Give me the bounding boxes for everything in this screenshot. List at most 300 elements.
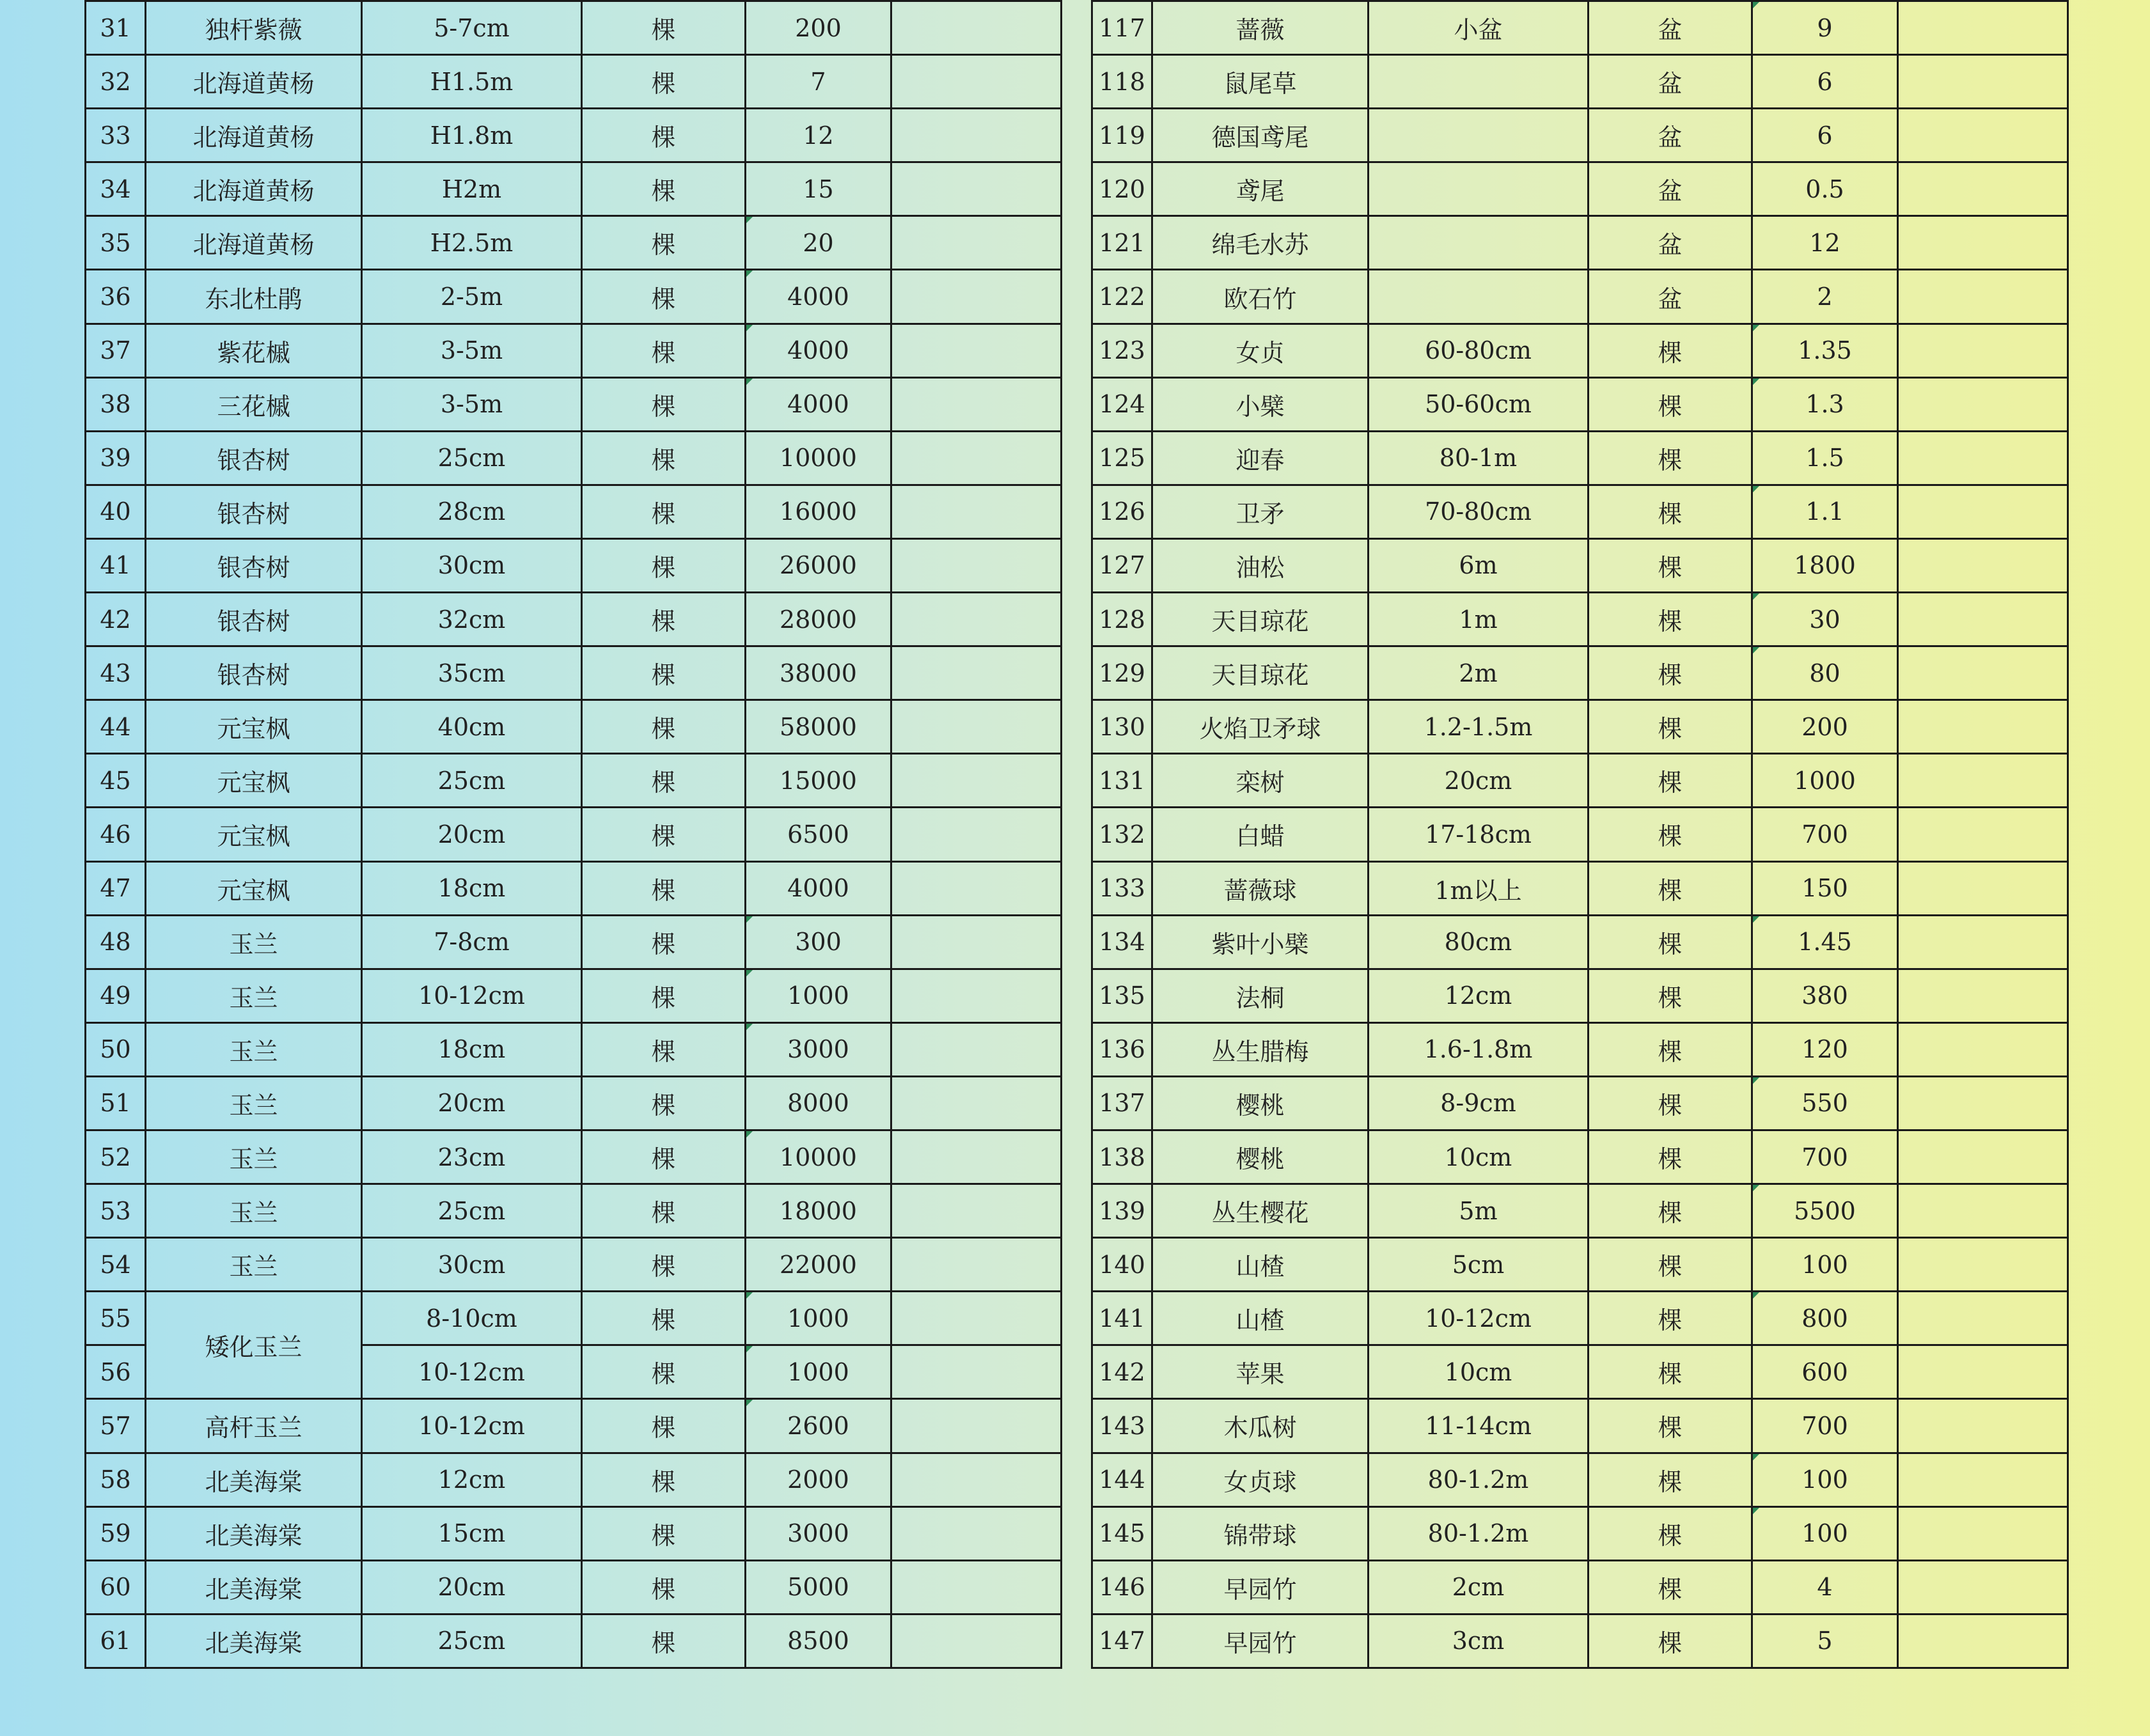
unit-cell[interactable]: 棵	[582, 1238, 746, 1292]
row-number-cell[interactable]: 132	[1092, 808, 1152, 861]
unit-cell[interactable]: 棵	[1589, 1130, 1752, 1184]
row-number-cell[interactable]: 117	[1092, 1, 1152, 55]
price-cell[interactable]: 58000	[746, 700, 891, 754]
unit-cell[interactable]: 棵	[582, 1345, 746, 1399]
spec-cell[interactable]: 6m	[1369, 538, 1589, 592]
price-cell[interactable]: 28000	[746, 593, 891, 646]
plant-name-cell[interactable]: 卫矛	[1152, 485, 1369, 538]
price-cell[interactable]: 1000	[746, 969, 891, 1022]
plant-name-cell[interactable]: 法桐	[1152, 969, 1369, 1022]
unit-cell[interactable]: 棵	[582, 1506, 746, 1560]
note-cell[interactable]	[1898, 700, 2068, 754]
price-cell[interactable]: 4	[1752, 1560, 1898, 1614]
price-cell[interactable]: 700	[1752, 1130, 1898, 1184]
plant-name-cell[interactable]: 山楂	[1152, 1238, 1369, 1292]
unit-cell[interactable]: 棵	[1589, 1022, 1752, 1076]
plant-name-cell[interactable]: 独杆紫薇	[146, 1, 362, 55]
row-number-cell[interactable]: 121	[1092, 216, 1152, 270]
price-cell[interactable]: 5	[1752, 1614, 1898, 1668]
plant-name-cell[interactable]: 银杏树	[146, 593, 362, 646]
spec-cell[interactable]: 3-5m	[362, 324, 582, 377]
plant-name-cell[interactable]: 玉兰	[146, 1238, 362, 1292]
plant-name-cell[interactable]: 樱桃	[1152, 1130, 1369, 1184]
price-cell[interactable]: 12	[1752, 216, 1898, 270]
row-number-cell[interactable]: 48	[86, 915, 146, 969]
plant-name-cell[interactable]: 德国鸢尾	[1152, 109, 1369, 162]
price-cell[interactable]: 15000	[746, 754, 891, 808]
note-cell[interactable]	[1898, 969, 2068, 1022]
unit-cell[interactable]: 盆	[1589, 109, 1752, 162]
note-cell[interactable]	[891, 538, 1062, 592]
unit-cell[interactable]: 棵	[1589, 1560, 1752, 1614]
plant-name-cell[interactable]: 北海道黄杨	[146, 55, 362, 109]
plant-name-cell[interactable]: 玉兰	[146, 1184, 362, 1238]
plant-name-cell[interactable]: 三花槭	[146, 377, 362, 431]
spec-cell[interactable]: 20cm	[1369, 754, 1589, 808]
plant-name-cell[interactable]: 北美海棠	[146, 1614, 362, 1668]
unit-cell[interactable]: 棵	[1589, 1076, 1752, 1130]
note-cell[interactable]	[891, 377, 1062, 431]
price-cell[interactable]: 5000	[746, 1560, 891, 1614]
plant-name-cell[interactable]: 紫叶小檗	[1152, 915, 1369, 969]
plant-name-cell[interactable]: 元宝枫	[146, 754, 362, 808]
note-cell[interactable]	[891, 324, 1062, 377]
spec-cell[interactable]: 2m	[1369, 646, 1589, 700]
spec-cell[interactable]	[1369, 162, 1589, 216]
plant-name-cell[interactable]: 玉兰	[146, 915, 362, 969]
unit-cell[interactable]: 棵	[1589, 700, 1752, 754]
plant-name-cell[interactable]: 樱桃	[1152, 1076, 1369, 1130]
unit-cell[interactable]: 棵	[1589, 593, 1752, 646]
spec-cell[interactable]	[1369, 55, 1589, 109]
spec-cell[interactable]: 8-10cm	[362, 1292, 582, 1345]
spec-cell[interactable]	[1369, 216, 1589, 270]
price-cell[interactable]: 1.35	[1752, 324, 1898, 377]
spec-cell[interactable]: 10-12cm	[362, 1345, 582, 1399]
spec-cell[interactable]: H1.5m	[362, 55, 582, 109]
row-number-cell[interactable]: 137	[1092, 1076, 1152, 1130]
price-cell[interactable]: 8500	[746, 1614, 891, 1668]
spec-cell[interactable]: 5m	[1369, 1184, 1589, 1238]
price-cell[interactable]: 700	[1752, 1399, 1898, 1453]
price-cell[interactable]: 9	[1752, 1, 1898, 55]
note-cell[interactable]	[1898, 1130, 2068, 1184]
plant-name-cell[interactable]: 栾树	[1152, 754, 1369, 808]
price-cell[interactable]: 550	[1752, 1076, 1898, 1130]
spec-cell[interactable]: H2.5m	[362, 216, 582, 270]
row-number-cell[interactable]: 129	[1092, 646, 1152, 700]
unit-cell[interactable]: 棵	[582, 162, 746, 216]
row-number-cell[interactable]: 32	[86, 55, 146, 109]
plant-name-cell[interactable]: 白蜡	[1152, 808, 1369, 861]
note-cell[interactable]	[891, 270, 1062, 324]
spec-cell[interactable]: 1m	[1369, 593, 1589, 646]
note-cell[interactable]	[1898, 1560, 2068, 1614]
note-cell[interactable]	[891, 808, 1062, 861]
row-number-cell[interactable]: 54	[86, 1238, 146, 1292]
price-cell[interactable]: 3000	[746, 1506, 891, 1560]
spec-cell[interactable]: 7-8cm	[362, 915, 582, 969]
spec-cell[interactable]: 20cm	[362, 808, 582, 861]
unit-cell[interactable]: 棵	[1589, 1506, 1752, 1560]
unit-cell[interactable]: 棵	[582, 754, 746, 808]
price-cell[interactable]: 4000	[746, 270, 891, 324]
row-number-cell[interactable]: 133	[1092, 861, 1152, 915]
note-cell[interactable]	[1898, 1022, 2068, 1076]
price-cell[interactable]: 18000	[746, 1184, 891, 1238]
unit-cell[interactable]: 棵	[582, 538, 746, 592]
note-cell[interactable]	[891, 162, 1062, 216]
unit-cell[interactable]: 棵	[1589, 754, 1752, 808]
note-cell[interactable]	[1898, 915, 2068, 969]
row-number-cell[interactable]: 128	[1092, 593, 1152, 646]
note-cell[interactable]	[891, 915, 1062, 969]
note-cell[interactable]	[1898, 55, 2068, 109]
price-cell[interactable]: 1000	[1752, 754, 1898, 808]
price-cell[interactable]: 380	[1752, 969, 1898, 1022]
unit-cell[interactable]: 盆	[1589, 270, 1752, 324]
spec-cell[interactable]: 1.2-1.5m	[1369, 700, 1589, 754]
plant-name-cell[interactable]: 丛生樱花	[1152, 1184, 1369, 1238]
row-number-cell[interactable]: 124	[1092, 377, 1152, 431]
price-cell[interactable]: 15	[746, 162, 891, 216]
spec-cell[interactable]: 1.6-1.8m	[1369, 1022, 1589, 1076]
plant-name-cell[interactable]: 山楂	[1152, 1292, 1369, 1345]
unit-cell[interactable]: 棵	[582, 646, 746, 700]
row-number-cell[interactable]: 39	[86, 431, 146, 485]
price-cell[interactable]: 7	[746, 55, 891, 109]
price-cell[interactable]: 2	[1752, 270, 1898, 324]
unit-cell[interactable]: 棵	[582, 1614, 746, 1668]
unit-cell[interactable]: 棵	[1589, 646, 1752, 700]
price-cell[interactable]: 100	[1752, 1506, 1898, 1560]
row-number-cell[interactable]: 135	[1092, 969, 1152, 1022]
row-number-cell[interactable]: 61	[86, 1614, 146, 1668]
price-cell[interactable]: 1000	[746, 1292, 891, 1345]
spec-cell[interactable]: 8-9cm	[1369, 1076, 1589, 1130]
spec-cell[interactable]: 3cm	[1369, 1614, 1589, 1668]
row-number-cell[interactable]: 143	[1092, 1399, 1152, 1453]
spec-cell[interactable]: 12cm	[362, 1453, 582, 1506]
price-cell[interactable]: 100	[1752, 1238, 1898, 1292]
spec-cell[interactable]: 60-80cm	[1369, 324, 1589, 377]
note-cell[interactable]	[1898, 646, 2068, 700]
plant-name-cell[interactable]: 鸢尾	[1152, 162, 1369, 216]
price-cell[interactable]: 2600	[746, 1399, 891, 1453]
note-cell[interactable]	[1898, 109, 2068, 162]
row-number-cell[interactable]: 60	[86, 1560, 146, 1614]
unit-cell[interactable]: 棵	[1589, 1453, 1752, 1506]
note-cell[interactable]	[1898, 754, 2068, 808]
spec-cell[interactable]: 18cm	[362, 1022, 582, 1076]
unit-cell[interactable]: 棵	[582, 915, 746, 969]
row-number-cell[interactable]: 125	[1092, 431, 1152, 485]
price-cell[interactable]: 100	[1752, 1453, 1898, 1506]
unit-cell[interactable]: 棵	[582, 861, 746, 915]
row-number-cell[interactable]: 145	[1092, 1506, 1152, 1560]
plant-name-cell[interactable]: 元宝枫	[146, 861, 362, 915]
price-cell[interactable]: 6	[1752, 109, 1898, 162]
plant-name-cell[interactable]: 玉兰	[146, 1130, 362, 1184]
row-number-cell[interactable]: 43	[86, 646, 146, 700]
unit-cell[interactable]: 棵	[1589, 1345, 1752, 1399]
price-cell[interactable]: 4000	[746, 324, 891, 377]
unit-cell[interactable]: 棵	[1589, 1238, 1752, 1292]
note-cell[interactable]	[1898, 1506, 2068, 1560]
unit-cell[interactable]: 棵	[1589, 324, 1752, 377]
row-number-cell[interactable]: 120	[1092, 162, 1152, 216]
price-cell[interactable]: 200	[1752, 700, 1898, 754]
row-number-cell[interactable]: 58	[86, 1453, 146, 1506]
spec-cell[interactable]: 80-1.2m	[1369, 1506, 1589, 1560]
note-cell[interactable]	[1898, 1238, 2068, 1292]
spec-cell[interactable]: 小盆	[1369, 1, 1589, 55]
price-cell[interactable]: 22000	[746, 1238, 891, 1292]
price-cell[interactable]: 700	[1752, 808, 1898, 861]
note-cell[interactable]	[1898, 1184, 2068, 1238]
plant-name-cell[interactable]: 苹果	[1152, 1345, 1369, 1399]
plant-name-cell[interactable]: 玉兰	[146, 969, 362, 1022]
price-cell[interactable]: 1800	[1752, 538, 1898, 592]
plant-name-cell[interactable]: 迎春	[1152, 431, 1369, 485]
row-number-cell[interactable]: 138	[1092, 1130, 1152, 1184]
price-cell[interactable]: 1.45	[1752, 915, 1898, 969]
row-number-cell[interactable]: 52	[86, 1130, 146, 1184]
unit-cell[interactable]: 棵	[582, 593, 746, 646]
unit-cell[interactable]: 棵	[582, 700, 746, 754]
row-number-cell[interactable]: 118	[1092, 55, 1152, 109]
note-cell[interactable]	[891, 1, 1062, 55]
note-cell[interactable]	[1898, 861, 2068, 915]
note-cell[interactable]	[891, 216, 1062, 270]
row-number-cell[interactable]: 55	[86, 1292, 146, 1345]
price-cell[interactable]: 1000	[746, 1345, 891, 1399]
note-cell[interactable]	[891, 1184, 1062, 1238]
unit-cell[interactable]: 棵	[582, 808, 746, 861]
plant-name-cell[interactable]: 银杏树	[146, 538, 362, 592]
row-number-cell[interactable]: 140	[1092, 1238, 1152, 1292]
unit-cell[interactable]: 棵	[582, 55, 746, 109]
plant-name-cell[interactable]: 锦带球	[1152, 1506, 1369, 1560]
spec-cell[interactable]: H2m	[362, 162, 582, 216]
row-number-cell[interactable]: 142	[1092, 1345, 1152, 1399]
unit-cell[interactable]: 棵	[1589, 1614, 1752, 1668]
unit-cell[interactable]: 棵	[582, 1292, 746, 1345]
unit-cell[interactable]: 棵	[582, 216, 746, 270]
plant-name-cell[interactable]: 丛生腊梅	[1152, 1022, 1369, 1076]
price-cell[interactable]: 38000	[746, 646, 891, 700]
price-cell[interactable]: 6500	[746, 808, 891, 861]
price-cell[interactable]: 150	[1752, 861, 1898, 915]
price-cell[interactable]: 26000	[746, 538, 891, 592]
note-cell[interactable]	[1898, 216, 2068, 270]
note-cell[interactable]	[891, 1076, 1062, 1130]
spec-cell[interactable]: 10cm	[1369, 1130, 1589, 1184]
spec-cell[interactable]: 23cm	[362, 1130, 582, 1184]
spec-cell[interactable]: 3-5m	[362, 377, 582, 431]
row-number-cell[interactable]: 127	[1092, 538, 1152, 592]
row-number-cell[interactable]: 41	[86, 538, 146, 592]
spec-cell[interactable]: H1.8m	[362, 109, 582, 162]
price-cell[interactable]: 20	[746, 216, 891, 270]
row-number-cell[interactable]: 49	[86, 969, 146, 1022]
note-cell[interactable]	[1898, 538, 2068, 592]
unit-cell[interactable]: 棵	[1589, 431, 1752, 485]
note-cell[interactable]	[891, 431, 1062, 485]
unit-cell[interactable]: 棵	[582, 1560, 746, 1614]
plant-name-cell[interactable]: 鼠尾草	[1152, 55, 1369, 109]
row-number-cell[interactable]: 46	[86, 808, 146, 861]
unit-cell[interactable]: 棵	[582, 1, 746, 55]
spec-cell[interactable]	[1369, 109, 1589, 162]
spec-cell[interactable]: 5cm	[1369, 1238, 1589, 1292]
spec-cell[interactable]: 25cm	[362, 754, 582, 808]
unit-cell[interactable]: 棵	[582, 1076, 746, 1130]
plant-name-cell[interactable]: 绵毛水苏	[1152, 216, 1369, 270]
note-cell[interactable]	[891, 1506, 1062, 1560]
plant-name-cell[interactable]: 元宝枫	[146, 808, 362, 861]
note-cell[interactable]	[891, 1022, 1062, 1076]
note-cell[interactable]	[891, 1399, 1062, 1453]
spec-cell[interactable]: 20cm	[362, 1560, 582, 1614]
row-number-cell[interactable]: 59	[86, 1506, 146, 1560]
spec-cell[interactable]: 28cm	[362, 485, 582, 538]
row-number-cell[interactable]: 35	[86, 216, 146, 270]
note-cell[interactable]	[891, 754, 1062, 808]
unit-cell[interactable]: 棵	[1589, 969, 1752, 1022]
spec-cell[interactable]	[1369, 270, 1589, 324]
plant-name-cell[interactable]: 银杏树	[146, 431, 362, 485]
unit-cell[interactable]: 棵	[582, 377, 746, 431]
unit-cell[interactable]: 棵	[1589, 808, 1752, 861]
row-number-cell[interactable]: 141	[1092, 1292, 1152, 1345]
plant-name-cell[interactable]: 北美海棠	[146, 1453, 362, 1506]
spec-cell[interactable]: 1m以上	[1369, 861, 1589, 915]
row-number-cell[interactable]: 34	[86, 162, 146, 216]
row-number-cell[interactable]: 33	[86, 109, 146, 162]
row-number-cell[interactable]: 126	[1092, 485, 1152, 538]
price-cell[interactable]: 1.3	[1752, 377, 1898, 431]
note-cell[interactable]	[1898, 808, 2068, 861]
unit-cell[interactable]: 棵	[582, 485, 746, 538]
unit-cell[interactable]: 棵	[1589, 485, 1752, 538]
price-cell[interactable]: 1.5	[1752, 431, 1898, 485]
spec-cell[interactable]: 10-12cm	[362, 969, 582, 1022]
row-number-cell[interactable]: 122	[1092, 270, 1152, 324]
price-cell[interactable]: 8000	[746, 1076, 891, 1130]
note-cell[interactable]	[891, 1560, 1062, 1614]
price-cell[interactable]: 80	[1752, 646, 1898, 700]
price-cell[interactable]: 10000	[746, 431, 891, 485]
note-cell[interactable]	[1898, 1, 2068, 55]
note-cell[interactable]	[1898, 1345, 2068, 1399]
note-cell[interactable]	[1898, 377, 2068, 431]
plant-name-cell[interactable]: 早园竹	[1152, 1560, 1369, 1614]
unit-cell[interactable]: 棵	[582, 1022, 746, 1076]
unit-cell[interactable]: 棵	[1589, 1292, 1752, 1345]
unit-cell[interactable]: 棵	[1589, 861, 1752, 915]
price-cell[interactable]: 30	[1752, 593, 1898, 646]
plant-name-cell[interactable]: 北海道黄杨	[146, 109, 362, 162]
price-cell[interactable]: 6	[1752, 55, 1898, 109]
unit-cell[interactable]: 棵	[582, 969, 746, 1022]
price-cell[interactable]: 3000	[746, 1022, 891, 1076]
unit-cell[interactable]: 棵	[582, 1453, 746, 1506]
row-number-cell[interactable]: 144	[1092, 1453, 1152, 1506]
spec-cell[interactable]: 30cm	[362, 1238, 582, 1292]
price-cell[interactable]: 4000	[746, 861, 891, 915]
spec-cell[interactable]: 32cm	[362, 593, 582, 646]
plant-name-cell[interactable]: 元宝枫	[146, 700, 362, 754]
note-cell[interactable]	[891, 700, 1062, 754]
unit-cell[interactable]: 棵	[582, 1130, 746, 1184]
note-cell[interactable]	[891, 1130, 1062, 1184]
unit-cell[interactable]: 棵	[582, 109, 746, 162]
price-cell[interactable]: 16000	[746, 485, 891, 538]
note-cell[interactable]	[1898, 162, 2068, 216]
spec-cell[interactable]: 10-12cm	[1369, 1292, 1589, 1345]
price-cell[interactable]: 600	[1752, 1345, 1898, 1399]
plant-name-cell[interactable]: 油松	[1152, 538, 1369, 592]
spec-cell[interactable]: 17-18cm	[1369, 808, 1589, 861]
plant-name-cell[interactable]: 小檗	[1152, 377, 1369, 431]
row-number-cell[interactable]: 50	[86, 1022, 146, 1076]
spec-cell[interactable]: 40cm	[362, 700, 582, 754]
row-number-cell[interactable]: 131	[1092, 754, 1152, 808]
note-cell[interactable]	[891, 861, 1062, 915]
plant-name-cell[interactable]: 矮化玉兰	[146, 1292, 362, 1399]
row-number-cell[interactable]: 147	[1092, 1614, 1152, 1668]
plant-name-cell[interactable]: 银杏树	[146, 485, 362, 538]
plant-name-cell[interactable]: 天目琼花	[1152, 593, 1369, 646]
plant-name-cell[interactable]: 玉兰	[146, 1022, 362, 1076]
plant-name-cell[interactable]: 东北杜鹃	[146, 270, 362, 324]
note-cell[interactable]	[891, 969, 1062, 1022]
unit-cell[interactable]: 盆	[1589, 162, 1752, 216]
plant-name-cell[interactable]: 女贞球	[1152, 1453, 1369, 1506]
unit-cell[interactable]: 棵	[582, 324, 746, 377]
row-number-cell[interactable]: 134	[1092, 915, 1152, 969]
note-cell[interactable]	[1898, 270, 2068, 324]
note-cell[interactable]	[891, 485, 1062, 538]
plant-name-cell[interactable]: 蔷薇球	[1152, 861, 1369, 915]
spec-cell[interactable]: 2cm	[1369, 1560, 1589, 1614]
spec-cell[interactable]: 70-80cm	[1369, 485, 1589, 538]
plant-name-cell[interactable]: 木瓜树	[1152, 1399, 1369, 1453]
unit-cell[interactable]: 棵	[582, 1399, 746, 1453]
plant-name-cell[interactable]: 蔷薇	[1152, 1, 1369, 55]
spec-cell[interactable]: 80-1m	[1369, 431, 1589, 485]
note-cell[interactable]	[891, 646, 1062, 700]
spec-cell[interactable]: 11-14cm	[1369, 1399, 1589, 1453]
plant-name-cell[interactable]: 北海道黄杨	[146, 162, 362, 216]
note-cell[interactable]	[891, 1345, 1062, 1399]
row-number-cell[interactable]: 51	[86, 1076, 146, 1130]
spec-cell[interactable]: 12cm	[1369, 969, 1589, 1022]
plant-name-cell[interactable]: 火焰卫矛球	[1152, 700, 1369, 754]
note-cell[interactable]	[1898, 431, 2068, 485]
unit-cell[interactable]: 棵	[1589, 1399, 1752, 1453]
note-cell[interactable]	[1898, 324, 2068, 377]
spec-cell[interactable]: 18cm	[362, 861, 582, 915]
row-number-cell[interactable]: 146	[1092, 1560, 1152, 1614]
note-cell[interactable]	[891, 1238, 1062, 1292]
plant-name-cell[interactable]: 高杆玉兰	[146, 1399, 362, 1453]
plant-name-cell[interactable]: 北美海棠	[146, 1506, 362, 1560]
plant-name-cell[interactable]: 女贞	[1152, 324, 1369, 377]
note-cell[interactable]	[1898, 1453, 2068, 1506]
price-cell[interactable]: 1.1	[1752, 485, 1898, 538]
